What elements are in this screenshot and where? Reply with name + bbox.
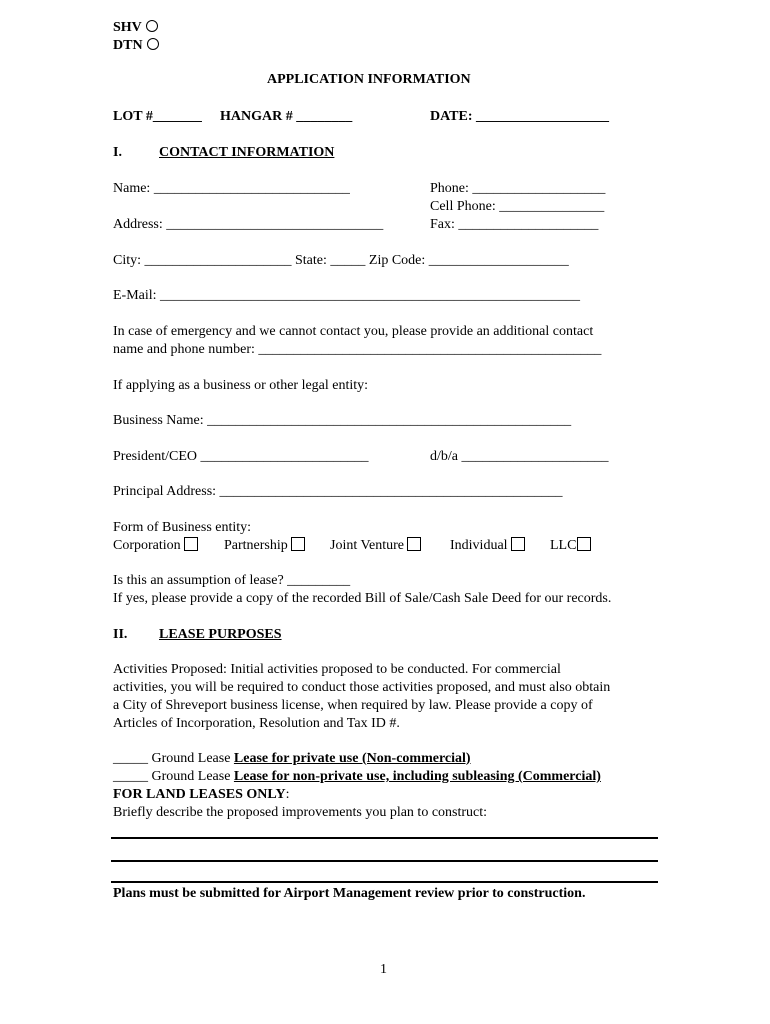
entity-option-corporation[interactable] xyxy=(113,537,198,554)
entity-label: LLC xyxy=(550,538,577,553)
fax-field[interactable]: Fax: ____________________ xyxy=(430,217,599,232)
entity-option-llc[interactable] xyxy=(550,537,591,554)
shv-option[interactable] xyxy=(113,19,158,36)
improvements-prompt: Briefly describe the proposed improvements you plan to construct: xyxy=(113,805,488,820)
section1-number: I. xyxy=(113,145,122,160)
email-field[interactable]: E-Mail: ____________________________________________________________ xyxy=(113,288,581,303)
entity-label: Joint Venture xyxy=(330,538,405,553)
activities-line-2: activities, you will be required to conduct those activities proposed, and must also obtain xyxy=(113,680,611,695)
ground-lease-blank[interactable]: _____ Ground Lease xyxy=(113,751,234,766)
phone-field[interactable]: Phone: ___________________ xyxy=(430,181,606,196)
entity-label: Individual xyxy=(450,538,508,553)
checkbox-icon[interactable] xyxy=(577,537,591,551)
plans-note: Plans must be submitted for Airport Management review prior to construction. xyxy=(113,886,586,901)
president-field[interactable]: President/CEO ________________________ xyxy=(113,449,369,464)
address-field[interactable]: Address: _______________________________ xyxy=(113,217,384,232)
section1-heading: CONTACT INFORMATION xyxy=(159,145,335,160)
ground-lease-commercial[interactable] xyxy=(113,768,601,785)
assumption-note: If yes, please provide a copy of the recorded Bill of Sale/Cash Sale Deed for our records. xyxy=(113,591,612,606)
city-state-zip-field[interactable]: City: _____________________ State: _____ Zip Code: ____________________ xyxy=(113,253,569,268)
land-leases-label xyxy=(113,786,289,803)
cell-phone-field[interactable]: Cell Phone: _______________ xyxy=(430,199,605,214)
section2-number: II. xyxy=(113,627,128,642)
page-title: APPLICATION INFORMATION xyxy=(267,72,471,87)
checkbox-icon[interactable] xyxy=(511,537,525,551)
activities-line-3: a City of Shreveport business license, when required by law. Please provide a copy of xyxy=(113,698,593,713)
dtn-label: DTN xyxy=(113,38,143,53)
section2-heading: LEASE PURPOSES xyxy=(159,627,282,642)
entity-option-individual[interactable] xyxy=(450,537,525,554)
assumption-field[interactable]: Is this an assumption of lease? _________ xyxy=(113,573,351,588)
improvements-line-2[interactable] xyxy=(111,860,658,862)
checkbox-icon[interactable] xyxy=(407,537,421,551)
date-field[interactable]: DATE: ___________________ xyxy=(430,109,610,124)
ground-lease-blank[interactable]: _____ Ground Lease xyxy=(113,769,234,784)
dba-field[interactable]: d/b/a _____________________ xyxy=(430,449,609,464)
hangar-field[interactable]: HANGAR # ________ xyxy=(220,109,353,124)
business-intro: If applying as a business or other legal entity: xyxy=(113,378,369,393)
entity-label: Partnership xyxy=(224,538,288,553)
dtn-radio-icon[interactable] xyxy=(147,38,159,50)
shv-radio-icon[interactable] xyxy=(146,20,158,32)
name-field[interactable]: Name: ____________________________ xyxy=(113,181,350,196)
principal-address-field[interactable]: Principal Address: _________________________________________________ xyxy=(113,484,563,499)
form-entity-label: Form of Business entity: xyxy=(113,520,252,535)
emergency-contact-field[interactable]: name and phone number: _________________________________________________ xyxy=(113,342,602,357)
page-number: 1 xyxy=(380,962,387,977)
business-name-field[interactable]: Business Name: ____________________________________________________ xyxy=(113,413,572,428)
entity-label: Corporation xyxy=(113,538,181,553)
ground-lease-private-label: Lease for private use (Non-commercial) xyxy=(233,751,471,766)
land-leases-bold: FOR LAND LEASES ONLY xyxy=(113,787,286,802)
lot-field[interactable]: LOT #_______ xyxy=(113,109,202,124)
activities-line-1: Activities Proposed: Initial activities proposed to be conducted. For commercial xyxy=(113,662,561,677)
improvements-line-1[interactable] xyxy=(111,837,658,839)
checkbox-icon[interactable] xyxy=(291,537,305,551)
activities-line-4: Articles of Incorporation, Resolution and Tax ID #. xyxy=(113,716,400,731)
dtn-option[interactable] xyxy=(113,37,159,54)
shv-label: SHV xyxy=(113,20,142,35)
entity-option-partnership[interactable] xyxy=(224,537,305,554)
land-leases-colon: : xyxy=(285,787,290,802)
emergency-line-1: In case of emergency and we cannot contact you, please provide an additional contact xyxy=(113,324,594,339)
ground-lease-commercial-label: Lease for non-private use, including subleasing (Commercial) xyxy=(233,769,601,784)
ground-lease-private[interactable] xyxy=(113,750,471,767)
improvements-line-3[interactable] xyxy=(111,881,658,883)
entity-option-joint-venture[interactable] xyxy=(330,537,421,554)
checkbox-icon[interactable] xyxy=(184,537,198,551)
